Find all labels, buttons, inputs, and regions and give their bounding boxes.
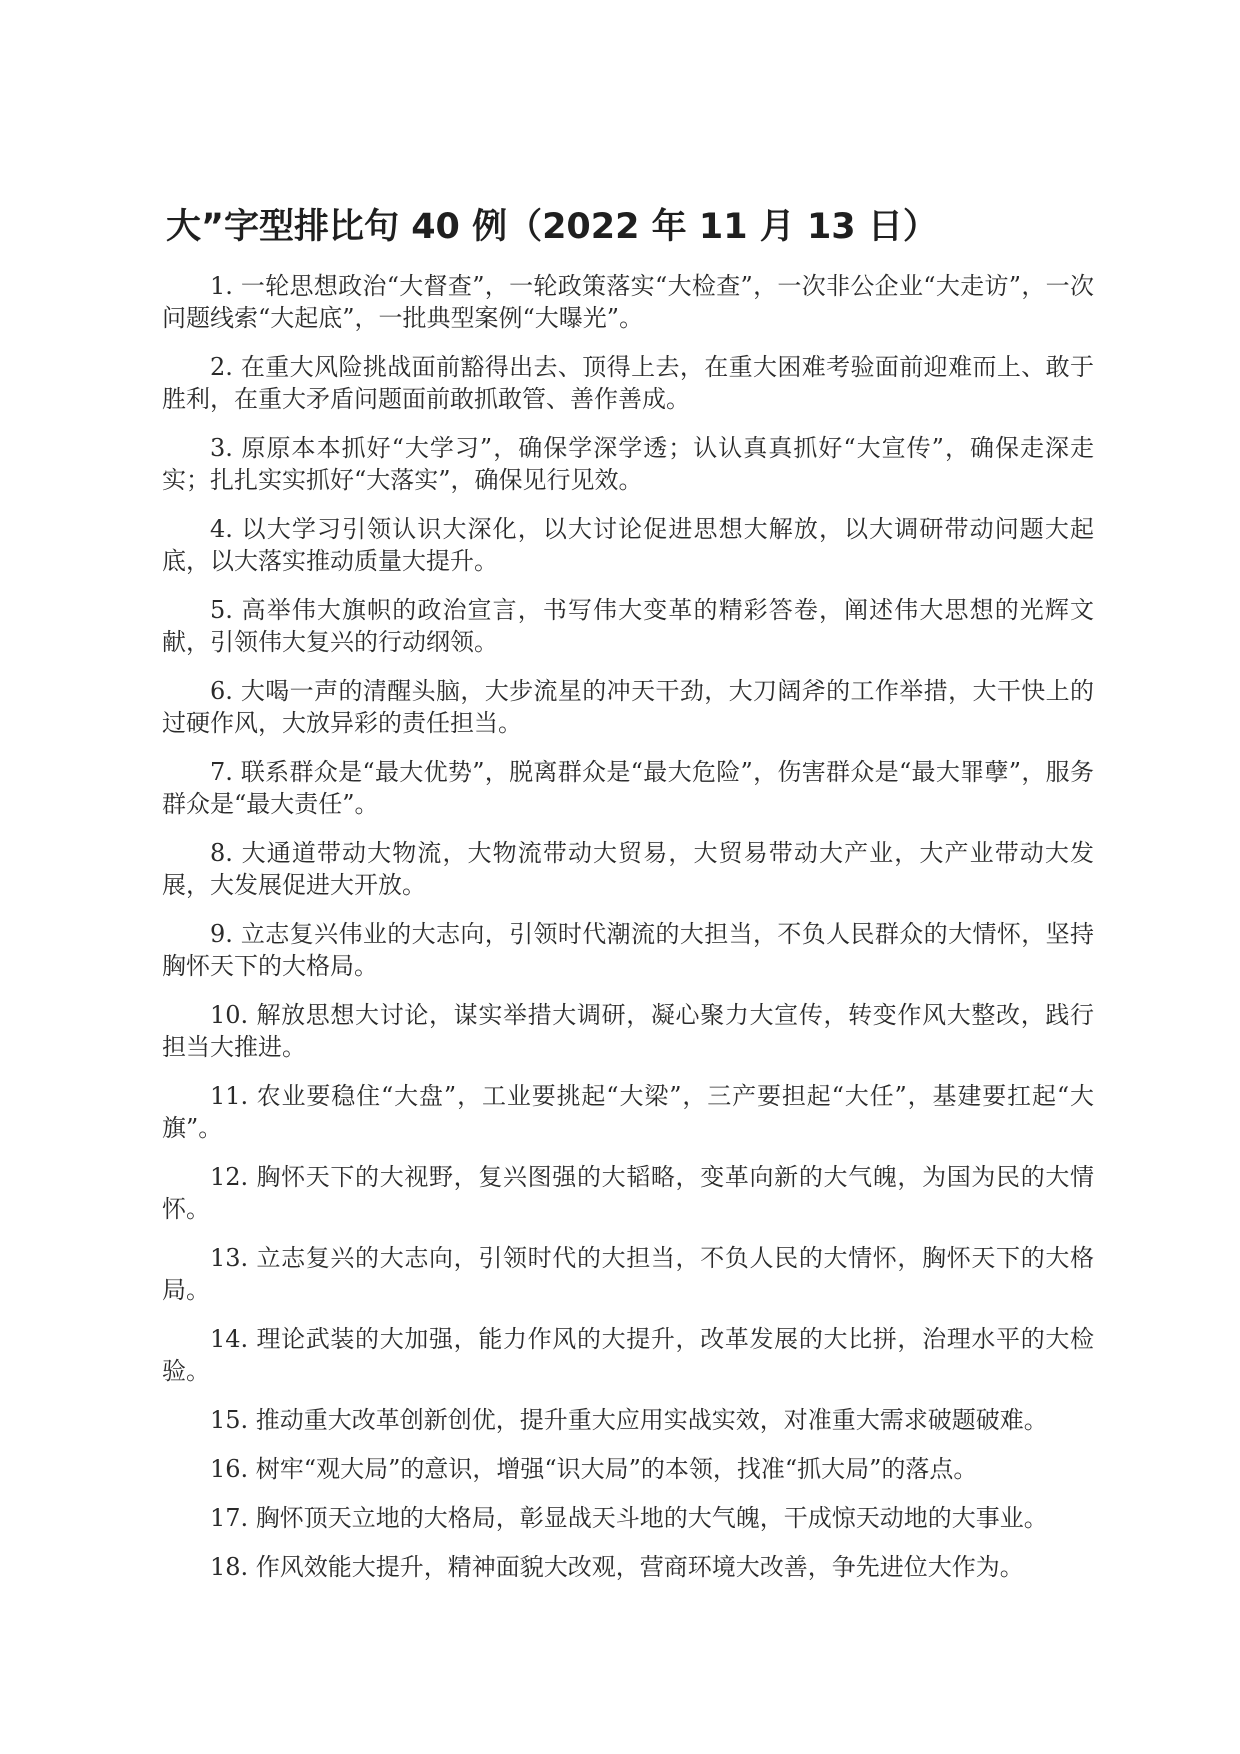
- list-item: 11. 农业要稳住“大盘”，工业要挑起“大梁”，三产要担起“大任”，基建要扛起“大旗”。: [162, 1082, 1094, 1142]
- list-item: 10. 解放思想大讨论，谋实举措大调研，凝心聚力大宣传，转变作风大整改，践行担当大推进。: [162, 1001, 1094, 1061]
- document-title: 大”字型排比句 40 例（2022 年 11 月 13 日）: [166, 207, 938, 247]
- list-item: 5. 高举伟大旗帜的政治宣言，书写伟大变革的精彩答卷，阐述伟大思想的光辉文献，引领伟大复兴的行动纲领。: [162, 596, 1094, 656]
- list-item: 17. 胸怀顶天立地的大格局，彰显战天斗地的大气魄，干成惊天动地的大事业。: [210, 1504, 1048, 1532]
- list-item: 18. 作风效能大提升，精神面貌大改观，营商环境大改善，争先进位大作为。: [210, 1553, 1024, 1581]
- list-item: 7. 联系群众是“最大优势”，脱离群众是“最大危险”，伤害群众是“最大罪孽”，服务群众是“最大责任”。: [162, 758, 1094, 818]
- list-item: 14. 理论武装的大加强，能力作风的大提升，改革发展的大比拼，治理水平的大检验。: [162, 1325, 1094, 1385]
- list-item: 12. 胸怀天下的大视野，复兴图强的大韬略，变革向新的大气魄，为国为民的大情怀。: [162, 1163, 1094, 1223]
- list-item: 6. 大喝一声的清醒头脑，大步流星的冲天干劲，大刀阔斧的工作举措，大干快上的过硬作风，大放异彩的责任担当。: [162, 677, 1094, 737]
- list-item: 15. 推动重大改革创新创优，提升重大应用实战实效，对准重大需求破题破难。: [210, 1406, 1048, 1434]
- list-item: 3. 原原本本抓好“大学习”，确保学深学透；认认真真抓好“大宣传”，确保走深走实；扎扎实实抓好“大落实”，确保见行见效。: [162, 434, 1094, 494]
- list-item: 9. 立志复兴伟业的大志向，引领时代潮流的大担当，不负人民群众的大情怀，坚持胸怀天下的大格局。: [162, 920, 1094, 980]
- list-item: 2. 在重大风险挑战面前豁得出去、顶得上去，在重大困难考验面前迎难而上、敢于胜利，在重大矛盾问题面前敢抓敢管、善作善成。: [162, 353, 1094, 413]
- list-item: 16. 树牢“观大局”的意识，增强“识大局”的本领，找准“抓大局”的落点。: [210, 1455, 978, 1483]
- list-item: 13. 立志复兴的大志向，引领时代的大担当，不负人民的大情怀，胸怀天下的大格局。: [162, 1244, 1094, 1304]
- list-item: 8. 大通道带动大物流，大物流带动大贸易，大贸易带动大产业，大产业带动大发展，大发展促进大开放。: [162, 839, 1094, 899]
- list-item: 1. 一轮思想政治“大督查”，一轮政策落实“大检查”，一次非公企业“大走访”，一次问题线索“大起底”，一批典型案例“大曝光”。: [162, 272, 1094, 332]
- sentence-list: [162, 270, 1094, 1600]
- list-item: 4. 以大学习引领认识大深化，以大讨论促进思想大解放，以大调研带动问题大起底，以大落实推动质量大提升。: [162, 515, 1094, 575]
